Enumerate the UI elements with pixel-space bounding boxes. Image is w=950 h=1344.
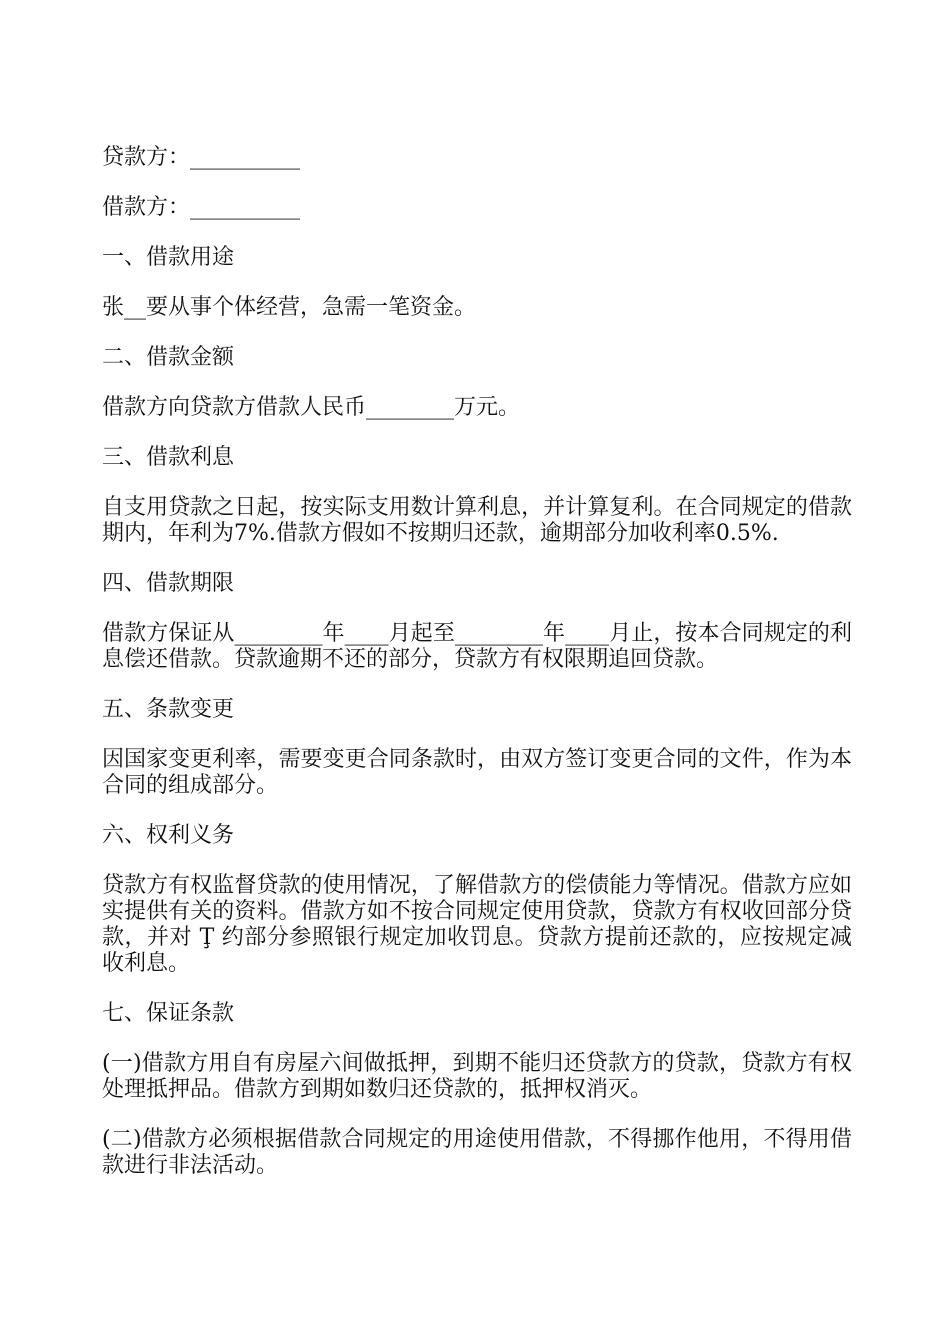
section-body-purpose: 张__要从事个体经营，急需一笔资金。 xyxy=(102,295,477,320)
section-body-amount: 借款方向贷款方借款人民币________万元。 xyxy=(102,395,521,420)
section-heading-purpose: 一、借款用途 xyxy=(102,245,235,270)
section-heading-term: 四、借款期限 xyxy=(102,571,235,596)
section-body-rights: 贷款方有权监督贷款的使用情况，了解借款方的偿债能力等情况。借款方应如实提供有关的资料。借款方如不按合同规定使用贷款，贷款方有权收回部分贷款，并对 Ţ 约部分参照银行规定加收罚息。贷款方提前还款的，应按规定减收利息。 xyxy=(102,873,852,976)
section-body-term: 借款方保证从________年____月起至________年____月止，按本合同规定的利息偿还借款。贷款逾期不还的部分，贷款方有权限期追回贷款。 xyxy=(102,621,852,672)
section-heading-change: 五、条款变更 xyxy=(102,697,235,722)
section-body-guarantee-clause-1: (一)借款方用自有房屋六间做抵押，到期不能归还贷款方的贷款，贷款方有权处理抵押品。借款方到期如数归还贷款的，抵押权消灭。 xyxy=(102,1051,852,1102)
section-body-guarantee-clause-2: (二)借款方必须根据借款合同规定的用途使用借款，不得挪作他用，不得用借款进行非法活动。 xyxy=(102,1127,852,1178)
borrower-line: 借款方：__________ xyxy=(102,195,301,220)
section-heading-interest: 三、借款利息 xyxy=(102,445,235,470)
section-heading-rights: 六、权利义务 xyxy=(102,823,235,848)
lender-line: 贷款方：__________ xyxy=(102,145,301,170)
section-heading-guarantee: 七、保证条款 xyxy=(102,1001,235,1026)
contract-document xyxy=(102,145,852,1203)
section-body-change: 因国家变更利率，需要变更合同条款时，由双方签订变更合同的文件，作为本合同的组成部分。 xyxy=(102,747,852,798)
section-heading-amount: 二、借款金额 xyxy=(102,345,235,370)
section-body-interest: 自支用贷款之日起，按实际支用数计算利息，并计算复利。在合同规定的借款期内，年利为7%.借款方假如不按期归还款，逾期部分加收利率0.5%. xyxy=(102,495,852,546)
